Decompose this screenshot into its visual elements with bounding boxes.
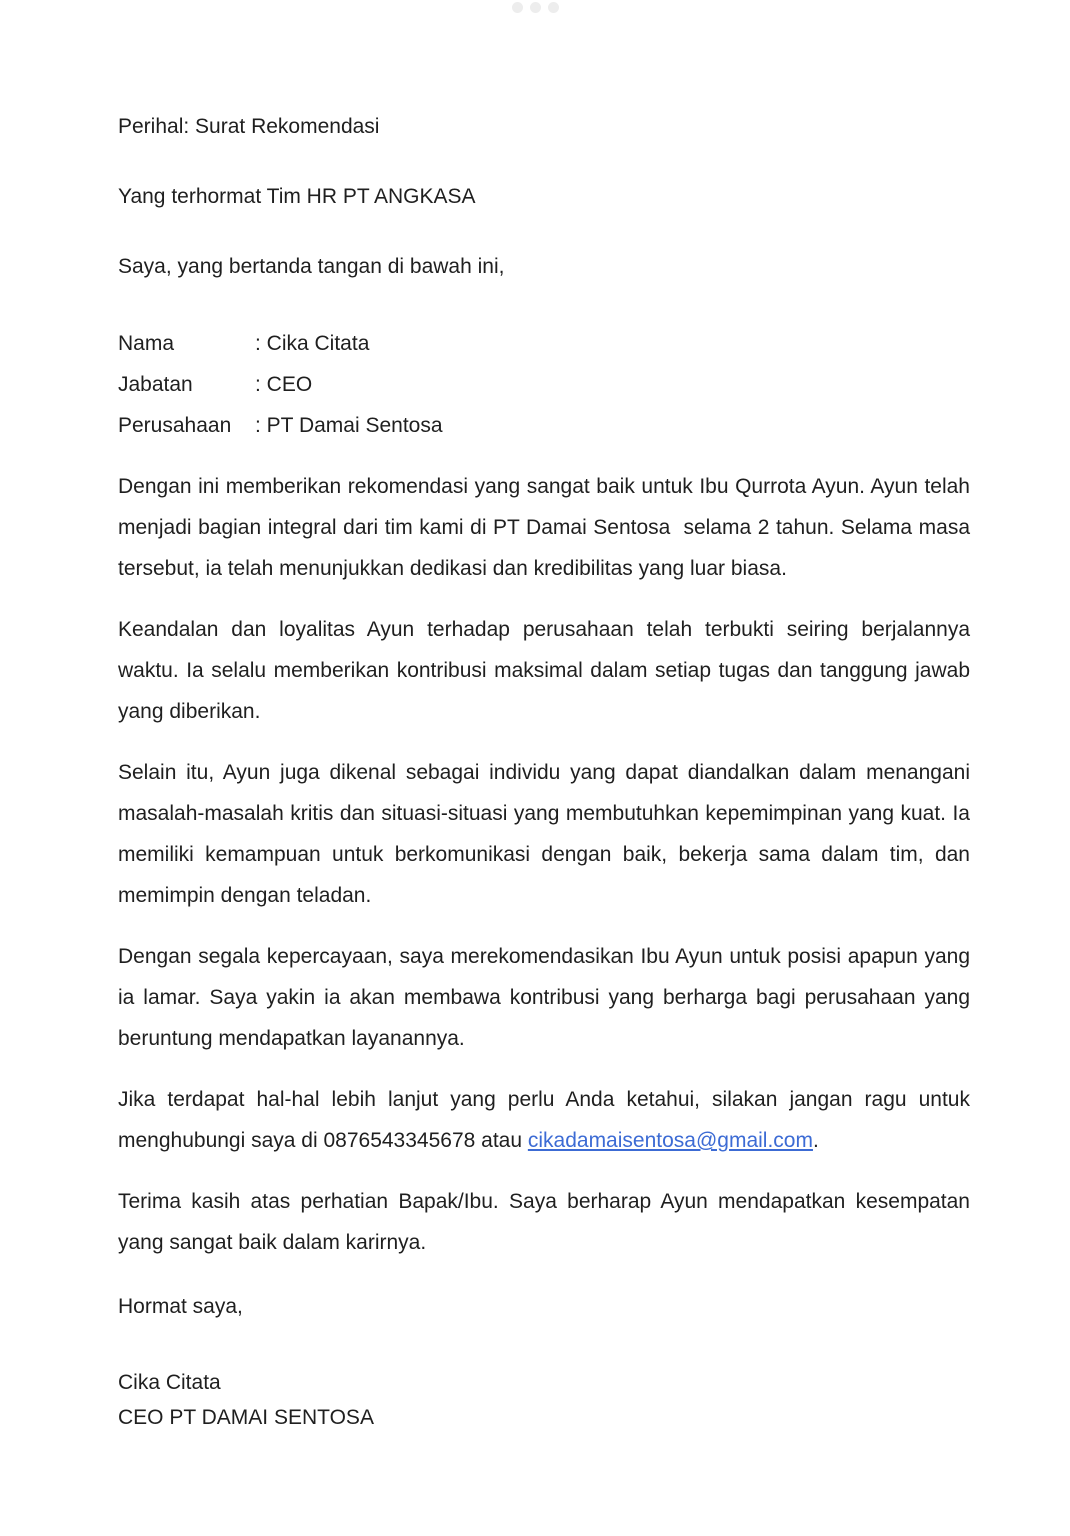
opening-line: Saya, yang bertanda tangan di bawah ini, [118, 255, 505, 278]
info-value-jabatan: : CEO [255, 373, 313, 396]
paragraph-contact [118, 1079, 976, 1161]
paragraph-endorsement: Dengan segala kepercayaan, saya merekomendasikan Ibu Ayun untuk posisi apapun yang ia lamar. Saya yakin ia akan membawa kontribusi yang berharga bagi perusahaan yang beruntung mendapatkan layanannya. [118, 945, 976, 1050]
sign-off: Hormat saya, [118, 1295, 243, 1318]
email-link[interactable]: cikadamaisentosa@gmail.com [527, 1129, 813, 1152]
paragraph-reliability: Keandalan dan loyalitas Ayun terhadap perusahaan telah terbukti seiring berjalannya waktu. Ia selalu memberikan kontribusi maksimal dalam setiap tugas dan tanggung jawab yang diberikan. [118, 618, 976, 723]
signer-info-row-name [118, 323, 970, 364]
info-value-perusahaan: : PT Damai Sentosa [255, 414, 443, 437]
paragraph-leadership: Selain itu, Ayun juga dikenal sebagai individu yang dapat diandalkan dalam menangani masalah-masalah kritis dan situasi-situasi yang membutuhkan kepemimpinan yang kuat. Ia memiliki kemampuan untuk berkomunikasi dengan baik, bekerja sama dalam tim, dan memimpin dengan teladan. [118, 761, 976, 907]
signer-info-row-perusahaan [118, 405, 970, 446]
contact-text-after-link: . [812, 1129, 819, 1152]
subject-line: Perihal: Surat Rekomendasi [118, 115, 380, 138]
info-label-nama: Nama [118, 332, 175, 355]
paragraph-recommendation: Dengan ini memberikan rekomendasi yang sangat baik untuk Ibu Qurrota Ayun. Ayun telah menjadi bagian integral dari tim kami di PT Damai Sentosa selama 2 tahun. Selama masa tersebut, ia telah menunjukkan dedikasi dan kredibilitas yang luar biasa. [118, 475, 976, 580]
info-label-perusahaan: Perusahaan [118, 414, 232, 437]
salutation: Yang terhormat Tim HR PT ANGKASA [118, 185, 476, 208]
signer-info-row-jabatan [118, 364, 970, 405]
info-label-jabatan: Jabatan [118, 373, 193, 396]
signature-block [118, 1365, 970, 1435]
signature-title: CEO PT DAMAI SENTOSA [118, 1406, 374, 1429]
signature-name: Cika Citata [118, 1371, 221, 1394]
paragraph-thanks: Terima kasih atas perhatian Bapak/Ibu. Saya berharap Ayun mendapatkan kesempatan yang sangat baik dalam karirnya. [118, 1190, 976, 1254]
signer-info-block [118, 323, 970, 446]
info-value-nama: : Cika Citata [255, 332, 370, 355]
contact-text-before-link: Jika terdapat hal-hal lebih lanjut yang perlu Anda ketahui, silakan jangan ragu untuk menghubungi saya di 0876543345678 atau [118, 1088, 976, 1152]
